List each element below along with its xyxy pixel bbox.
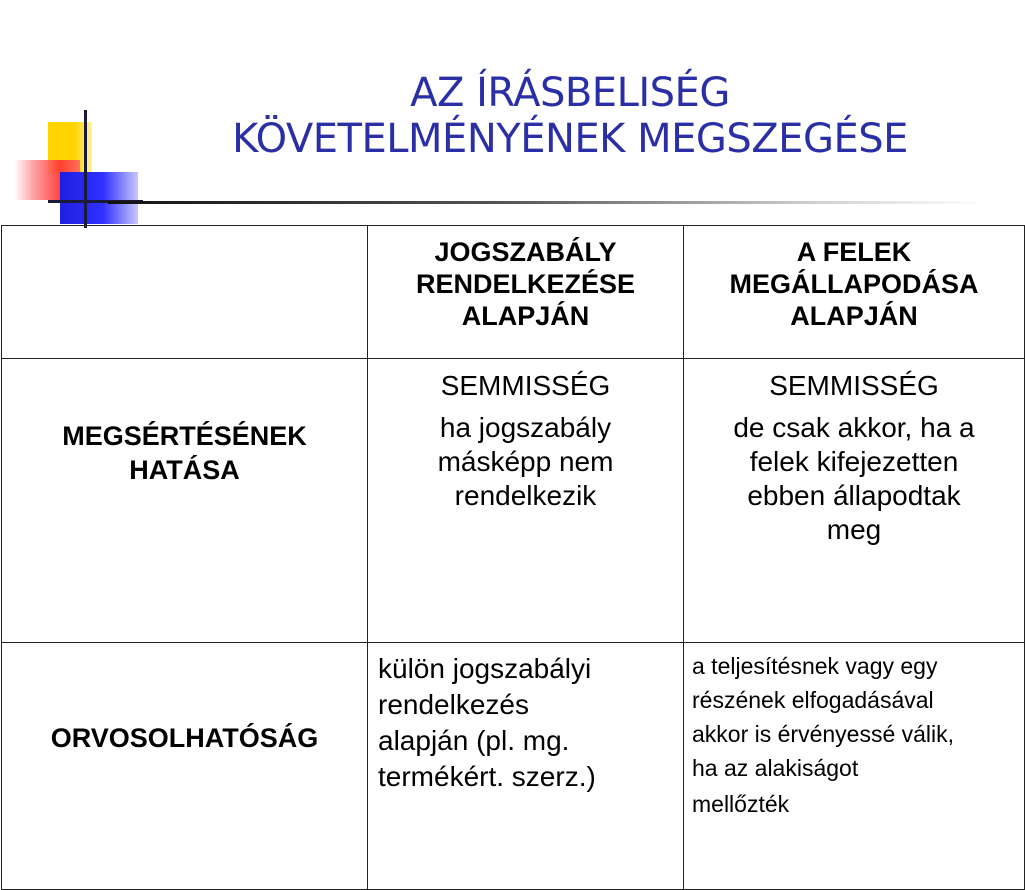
- cell-text: mellőzték: [692, 791, 790, 817]
- title-divider: [108, 201, 988, 204]
- cell-text: külön jogszabályi: [378, 653, 592, 684]
- cell-text: alapján (pl. mg.: [378, 725, 570, 756]
- table-row: [2, 359, 1025, 643]
- header-text: MEGÁLLAPODÁSA: [729, 269, 979, 299]
- cell-text: ebben állapodtak: [747, 480, 961, 511]
- decorative-logo: [0, 0, 150, 240]
- blue-square-shape: [60, 172, 138, 224]
- cell-orvosolhatosag-felek: [684, 643, 1025, 890]
- cell-text: felek kifejezetten: [749, 446, 959, 477]
- row-label-orvosolhatosag: ORVOSOLHATÓSÁG: [2, 643, 368, 890]
- header-text: ALAPJÁN: [790, 301, 918, 331]
- slide-title: [150, 70, 990, 162]
- cell-text: rendelkezik: [454, 480, 597, 511]
- table-row: [2, 643, 1025, 890]
- header-text: ALAPJÁN: [461, 301, 590, 331]
- cell-text: termékért. szerz.): [378, 761, 596, 792]
- cell-text: akkor is érvényessé válik,: [692, 721, 955, 747]
- row-label-text: HATÁSA: [129, 455, 240, 485]
- header-cell-jogszabaly: [368, 226, 684, 359]
- header-text: RENDELKEZÉSE: [415, 269, 636, 299]
- cell-text: a teljesítésnek vagy egy: [692, 653, 938, 679]
- status-text: SEMMISSÉG: [440, 370, 611, 401]
- cell-orvosolhatosag-jogszabaly: [368, 643, 684, 890]
- cell-text: de csak akkor, ha a: [733, 412, 975, 443]
- cell-text: ha az alakiságot: [692, 755, 859, 781]
- title-line-1: AZ ÍRÁSBELISÉG: [410, 70, 730, 116]
- table-header-row: [2, 226, 1025, 359]
- cell-text: ha jogszabály: [439, 412, 612, 443]
- title-line-2: KÖVETELMÉNYÉNEK MEGSZEGÉSE: [232, 116, 908, 162]
- comparison-table: [1, 225, 1025, 890]
- cell-text: rendelkezés: [378, 689, 529, 720]
- header-empty-cell: [2, 226, 368, 359]
- cell-hatasa-jogszabaly: [368, 359, 684, 643]
- cell-text: másképp nem: [437, 446, 614, 477]
- cell-hatasa-felek: [684, 359, 1025, 643]
- row-label-hatasa: [2, 359, 368, 643]
- cell-text: meg: [826, 514, 882, 545]
- header-cell-felek: [684, 226, 1025, 359]
- header-text: JOGSZABÁLY: [434, 237, 617, 267]
- row-label-text: MEGSÉRTÉSÉNEK: [62, 421, 307, 451]
- header-text: A FELEK: [796, 237, 912, 267]
- cell-text: részének elfogadásával: [692, 687, 934, 713]
- vertical-line-shape: [84, 110, 87, 228]
- status-text: SEMMISSÉG: [769, 370, 939, 401]
